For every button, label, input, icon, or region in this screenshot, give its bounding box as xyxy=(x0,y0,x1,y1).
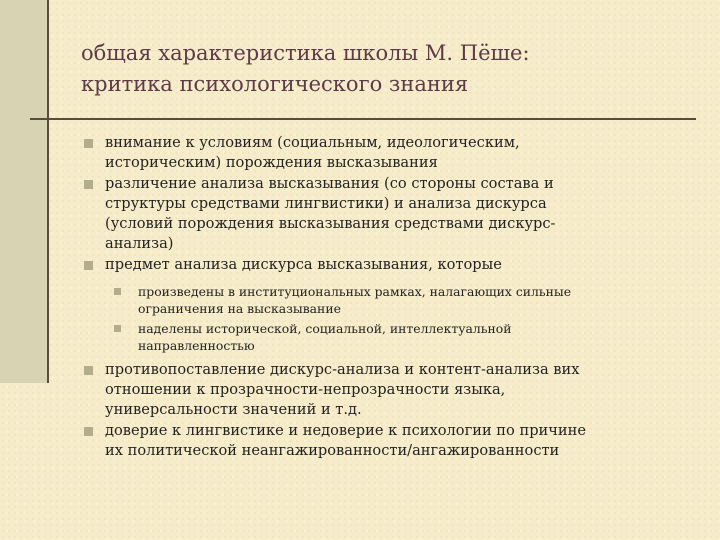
bullet-text-line: доверие к лингвистике и недоверие к психологии по причине xyxy=(105,422,586,439)
bullet-text-line: противопоставление дискурс-анализа и контент-анализа вих xyxy=(105,361,580,378)
bullet-text-line: универсальности значений и т.д. xyxy=(105,401,362,418)
left-vertical-rule xyxy=(47,0,49,383)
bullet-text-line: отношении к прозрачности-непрозрачности языка, xyxy=(105,381,506,398)
bullet-text-line: различение анализа высказывания (со стороны состава и xyxy=(105,175,554,192)
slide-title xyxy=(81,38,701,100)
title-line: критика психологического знания xyxy=(81,72,469,96)
sub-bullet-item xyxy=(78,283,708,317)
title-divider xyxy=(30,118,696,120)
bullet-text-line: структуры средствами лингвистики) и анализа дискурса xyxy=(105,195,547,212)
bullet-item xyxy=(78,360,708,420)
sub-bullet-item xyxy=(78,320,708,354)
square-bullet-icon xyxy=(84,366,93,375)
bullet-text-line: предмет анализа дискурса высказывания, которые xyxy=(105,256,502,273)
bullet-list xyxy=(78,133,708,461)
bullet-item xyxy=(78,421,708,461)
square-bullet-icon xyxy=(84,427,93,436)
sub-bullet-text-line: произведены в институциональных рамках, налагающих сильные xyxy=(138,284,572,299)
title-line: общая характеристика школы М. Пёше: xyxy=(81,41,530,65)
bullet-item xyxy=(78,174,708,254)
square-bullet-icon xyxy=(84,180,93,189)
bullet-item xyxy=(78,255,708,275)
bullet-text-line: историческим) порождения высказывания xyxy=(105,154,438,171)
sub-bullet-text-line: ограничения на высказывание xyxy=(138,301,341,316)
square-bullet-icon xyxy=(84,139,93,148)
sub-bullet-text-line: наделены исторической, социальной, интеллектуальной xyxy=(138,321,512,336)
bullet-text-line: их политической неангажированности/ангажированности xyxy=(105,442,560,459)
square-bullet-icon xyxy=(114,325,121,332)
left-accent-bar xyxy=(0,0,48,383)
square-bullet-icon xyxy=(84,261,93,270)
bullet-item xyxy=(78,133,708,173)
square-bullet-icon xyxy=(114,288,121,295)
sub-bullet-list xyxy=(78,283,708,354)
bullet-text-line: внимание к условиям (социальным, идеологическим, xyxy=(105,134,520,151)
bullet-text-line: (условий порождения высказывания средствами дискурс- xyxy=(105,215,556,232)
sub-bullet-text-line: направленностью xyxy=(138,338,255,353)
sub-bullet-container xyxy=(78,283,708,354)
bullet-text-line: анализа) xyxy=(105,235,174,252)
slide-body xyxy=(78,133,708,462)
